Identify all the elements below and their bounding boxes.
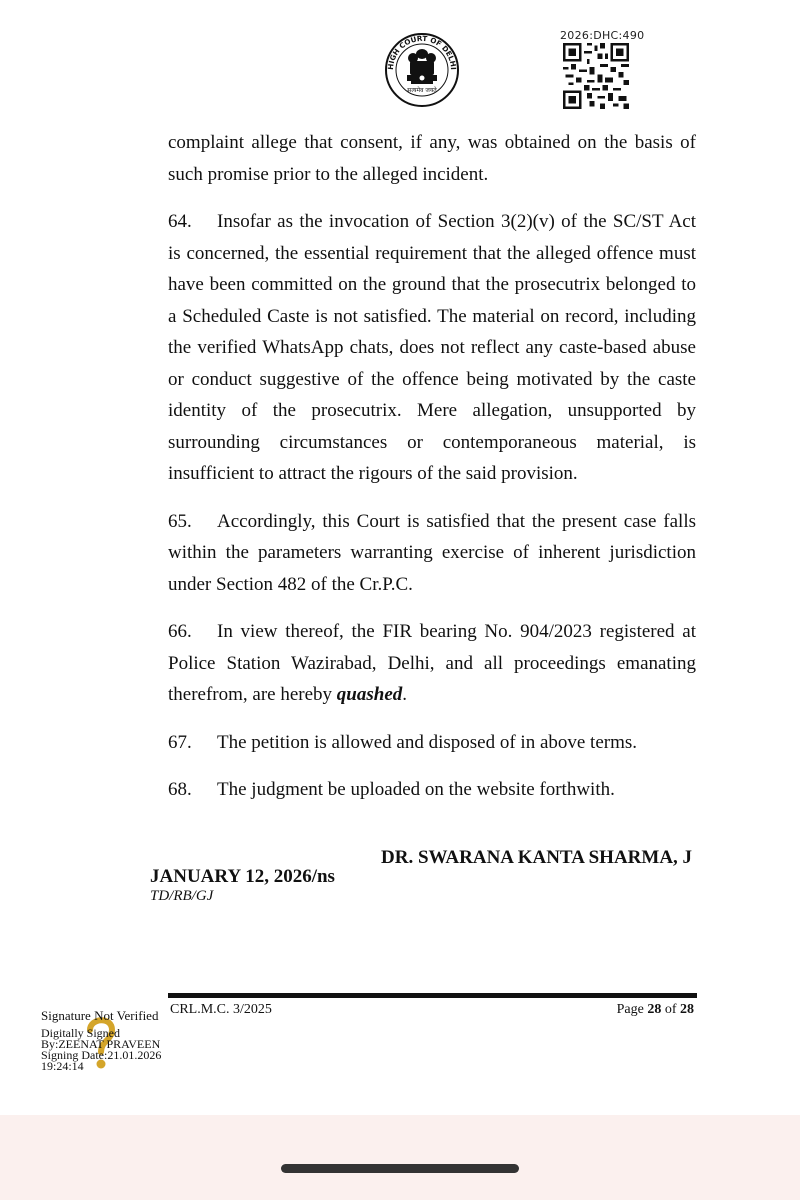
judge-name: DR. SWARANA KANTA SHARMA, J [381,847,693,868]
paragraph-68 [168,774,696,806]
paragraph-text-end: . [402,684,408,705]
bottom-tray [0,1115,800,1200]
emblem-top-text: HIGH COURT OF DELHI [385,33,459,71]
paragraph-text: In view thereof, the FIR bearing No. 904/2023 registered at Police Station Wazirabad, Delhi, and all proceedings emanating therefrom, are hereby [168,621,696,705]
paragraph-text: Accordingly, this Court is satisfied that the present case falls within the parameters warranting exercise of inherent jurisdiction under Section 482 of the Cr.P.C. [168,510,696,595]
paragraph-number: 65. [168,510,192,532]
page-prefix: Page [616,1002,644,1017]
signature-line-2: By:ZEENAT PRAVEEN [41,1037,161,1051]
paragraph-number: 64. [168,211,192,232]
paragraph-text: complaint allege that consent, if any, was obtained on the basis of such promise prior to the alleged incident. [168,132,696,185]
emphasis-text: quashed [336,684,403,705]
judgment-body [168,127,696,822]
case-number: CRL.M.C. 3/2025 [170,1002,272,1017]
paragraph-continuation [168,127,696,190]
paragraph-number: 68. [168,779,192,800]
citation-code: 2026:DHC:490 [560,29,645,42]
signature-line-1: Digitally Signed [41,1026,120,1040]
home-indicator[interactable] [281,1164,519,1173]
judgment-date: JANUARY 12, 2026/ns [150,866,335,887]
staff-initials: TD/RB/GJ [150,888,214,904]
page-total: 28 [680,1002,694,1017]
paragraph-number: 66. [168,621,192,642]
paragraph-64 [168,206,696,490]
high-court-emblem [383,24,461,116]
paragraph-65 [168,506,696,601]
page-current: 28 [647,1002,662,1017]
page-of: of [664,1002,677,1017]
paragraph-text: Insofar as the invocation of Section 3(2)(v) of the SC/ST Act is concerned, the essential requirement that the alleged offence must have been committed on the ground that the prosecutrix belonged to a Scheduled Caste is not satisfied. The material on record, including the verified WhatsApp chats, does not reflect any caste-based abuse or conduct suggestive of the offence being motivated by the caste identity of the prosecutrix. Mere allegation, unsupported by surrounding circumstances or contemporaneous material, is insufficient to attract the rigours of the said provision. [168,211,696,484]
paragraph-text: The judgment be uploaded on the website forthwith. [217,779,615,800]
qr-code-icon [563,43,629,109]
digital-signature-stamp [41,1010,171,1072]
signature-status: Signature Not Verified [41,1008,159,1023]
paragraph-67 [168,727,696,759]
paragraph-66 [168,616,696,711]
signature-line-3: Signing Date:21.01.2026 [41,1048,162,1062]
page-number [617,1002,694,1018]
footer-divider [168,993,697,998]
paragraph-text: The petition is allowed and disposed of in above terms. [217,731,638,753]
paragraph-number: 67. [168,731,192,753]
emblem-motto: सत्यमेव जयते [407,87,437,94]
signature-line-4: 19:24:14 [41,1059,84,1073]
